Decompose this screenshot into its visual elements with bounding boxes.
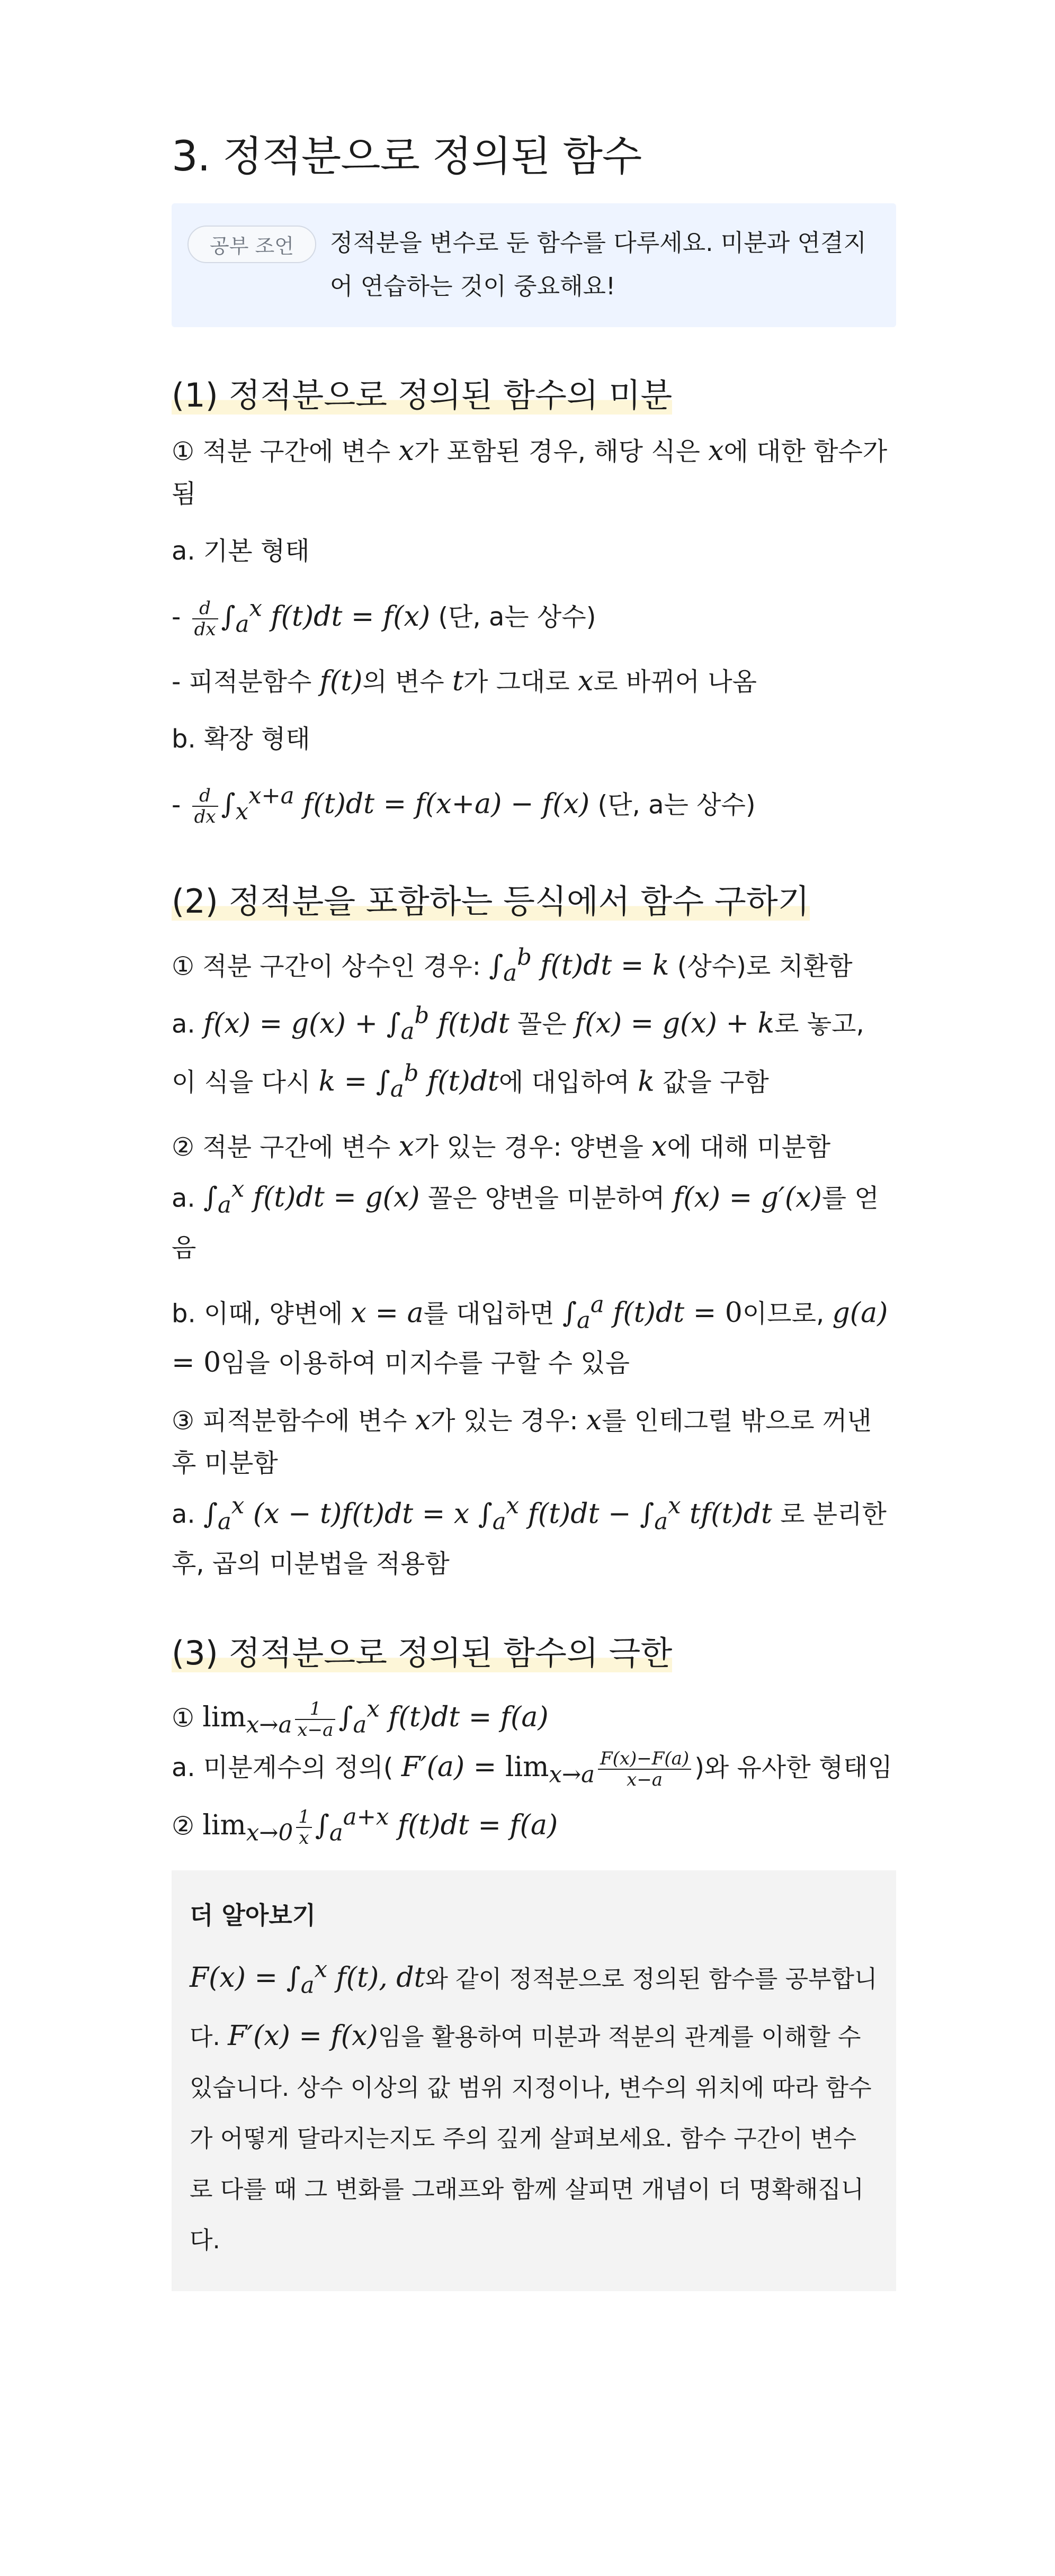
advice-text: 정적분을 변수로 둔 함수를 다루세요. 미분과 연결지어 연습하는 것이 중요해요!: [329, 228, 866, 300]
s3-item-1a: a. 미분계수의 정의( $F'(a) = \lim_{x\to a}$ $\frac{F(x)-F(a)}{x-a}$ )와 유사한 형태임: [172, 1748, 893, 1791]
advice-tag: 공부 조언: [187, 226, 316, 263]
section-1-heading: (1) 정적분으로 정의된 함수의 미분: [172, 375, 673, 415]
s1-item-1: ① 적분 구간에 변수 x가 포함된 경우, 해당 식은 x에 대한 함수가 됨: [172, 435, 888, 509]
s2-item-3a: a. $\int_a^x$ (x − t)f(t)dt = x $\int_a^x$ $f(t)dt - \int_a^x$ tf(t)dt 로 분리한 후, 곱의 미분법을 적용함: [172, 1492, 887, 1579]
page-title: 3. 정적분으로 정의된 함수: [172, 133, 642, 181]
learn-more-text: $F(x) = \int_a^x$ f(t), dt와 같이 정적분으로 정의된 함수를 공부합니다. F′(x) = f(x)임을 활용하여 미분과 적분의 관계를 이해할 수 있습니다. 상수 이상의 값 범위 지정이나, 변수의 위치에 따라 함수가 어떻게 달라지는지도 주의 깊게 살펴보세요. 함수 구간이 변수로 다를 때 그 변화를 그래프와 함께 살피면 개념이 더 명확해집니다.: [190, 1956, 878, 2255]
s1-basic-formula: - $\frac{d}{dx}$ $\int_a^x$ f(t)dt = f(x) (단, a는 상수): [172, 595, 596, 640]
s2-item-1: ① 적분 구간이 상수인 경우: $\int_a^b$ f(t)dt = k (상수)로 치환함: [172, 944, 853, 987]
learn-more-title: 더 알아보기: [190, 1901, 316, 1930]
s2-item-2a: a. $\int_a^x$ f(t)dt = g(x) 꼴은 양변을 미분하여 f(x) = g′(x)를 얻음: [172, 1176, 879, 1263]
section-3-heading: (3) 정적분으로 정의된 함수의 극한: [172, 1633, 673, 1672]
document-page: [172, 0, 896, 2291]
s1-basic-desc: - 피적분함수 f(t)의 변수 t가 그대로 x로 바뀌어 나옴: [172, 665, 757, 698]
s3-item-1: ① $\lim_{x\to a}$ $\frac{1}{x-a}$ $\int_a^x$ f(t)dt = f(a): [172, 1696, 549, 1741]
s2-item-2: ② 적분 구간에 변수 x가 있는 경우: 양변을 x에 대해 미분함: [172, 1130, 831, 1163]
s2-item-3: ③ 피적분함수에 변수 x가 있는 경우: x를 인테그럴 밖으로 꺼낸 후 미분함: [172, 1404, 872, 1479]
s2-item-2b: b. 이때, 양변에 x = a를 대입하면 $\int_a^a$ f(t)dt = 0이므로, g(a) = 0임을 이용하여 미지수를 구할 수 있음: [172, 1291, 888, 1379]
section-2-heading: (2) 정적분을 포함하는 등식에서 함수 구하기: [172, 881, 810, 921]
s2-item-1a: a. $f(x) = g(x) + \int_a^b$ f(t)dt 꼴은 f(x) = g(x) + k로 놓고, 이 식을 다시 $k = \int_a^b$ f(t)dt에 대입하여 k 값을 구함: [172, 1002, 864, 1103]
s1-basic-label: a. 기본 형태: [172, 536, 310, 566]
study-advice-box: [172, 203, 896, 327]
learn-more-box: [172, 1870, 896, 2292]
s1-ext-label: b. 확장 형태: [172, 724, 310, 754]
s3-item-2: ② $\lim_{x\to 0}$ $\frac{1}{x}$ $\int_a^{a+x}$ f(t)dt = f(a): [172, 1804, 558, 1849]
s1-ext-formula: - $\frac{d}{dx}$ $\int_x^{x+a}$ f(t)dt = f(x+a) − f(x) (단, a는 상수): [172, 783, 756, 828]
